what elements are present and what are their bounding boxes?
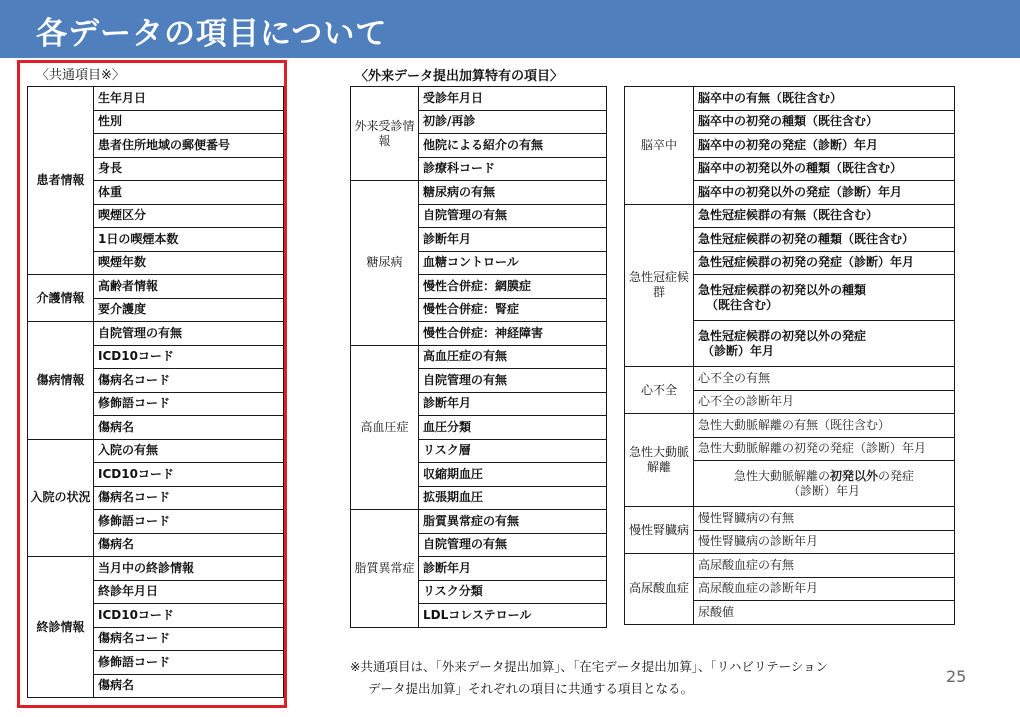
item-cell: 当月中の終診情報 (94, 557, 284, 581)
item-part: 急性大動脈解離の (733, 468, 830, 483)
item-cell: 高血圧症の有無 (419, 345, 607, 369)
table-row (28, 87, 284, 111)
item-cell: 高尿酸血症の診断年月 (694, 577, 955, 601)
table-row (625, 87, 955, 111)
item-line: 急性冠症候群の初発以外の発症 (698, 328, 867, 343)
table-row (625, 414, 955, 438)
item-cell: 診断年月 (419, 392, 607, 416)
group-name: 急性大動脈解離 (625, 414, 694, 507)
outpatient-items-table (350, 86, 607, 628)
item-cell: 傷病名 (94, 533, 284, 557)
item-cell: 自院管理の有無 (419, 204, 607, 228)
item-cell: 収縮期血圧 (419, 463, 607, 487)
item-line: 急性冠症候群の初発以外の種類 (698, 282, 867, 297)
group-name: 高尿酸血症 (625, 554, 694, 625)
table-row (28, 557, 284, 581)
item-cell: 修飾語コード (94, 510, 284, 534)
group-name: 糖尿病 (351, 181, 419, 346)
table-row (625, 554, 955, 578)
item-cell: 血圧分類 (419, 416, 607, 440)
item-cell: 初診/再診 (419, 110, 607, 134)
item-cell: 慢性腎臓病の診断年月 (694, 530, 955, 554)
footnote-line-1: ※共通項目は、「外来データ提出加算」、「在宅データ提出加算」、「リハビリテーション (350, 659, 829, 674)
item-line: （診断）年月 (702, 343, 775, 358)
table-row (625, 507, 955, 531)
item-cell: 慢性腎臓病の有無 (694, 507, 955, 531)
group-name: 患者情報 (28, 87, 94, 275)
item-cell: LDLコレステロール (419, 604, 607, 628)
item-emphasis: 初発以外 (829, 468, 878, 483)
item-cell: 傷病名コード (94, 369, 284, 393)
item-cell: 生年月日 (94, 87, 284, 111)
item-cell: 傷病名コード (94, 627, 284, 651)
item-cell: 慢性合併症：網膜症 (419, 275, 607, 299)
item-cell: 診断年月 (419, 557, 607, 581)
item-cell: 慢性合併症：神経障害 (419, 322, 607, 346)
group-name: 高血圧症 (351, 345, 419, 510)
item-cell: 終診年月日 (94, 580, 284, 604)
item-cell: 脳卒中の初発の発症（診断）年月 (694, 134, 955, 158)
item-cell: 急性冠症候群の有無（既往含む） (694, 204, 955, 228)
group-name: 脳卒中 (625, 87, 694, 205)
item-cell: 傷病名 (94, 674, 284, 698)
group-name: 脂質異常症 (351, 510, 419, 628)
item-cell: 尿酸値 (694, 601, 955, 625)
item-cell: 傷病名 (94, 416, 284, 440)
table-row (625, 367, 955, 391)
page-number: 25 (946, 667, 967, 686)
item-cell: ICD10コード (94, 604, 284, 628)
item-cell: 脳卒中の初発以外の発症（診断）年月 (694, 181, 955, 205)
item-cell: 入院の有無 (94, 439, 284, 463)
item-cell: リスク層 (419, 439, 607, 463)
item-cell: 体重 (94, 181, 284, 205)
item-cell (694, 461, 955, 507)
item-line: （既往含む） (706, 297, 779, 312)
slide-title: 各データの項目について (36, 16, 388, 52)
item-cell: 脳卒中の初発以外の種類（既往含む） (694, 157, 955, 181)
item-cell: ICD10コード (94, 463, 284, 487)
item-cell: 血糖コントロール (419, 251, 607, 275)
group-name: 介護情報 (28, 275, 94, 322)
group-name: 急性冠症候群 (625, 204, 694, 367)
table-row (28, 275, 284, 299)
item-cell: 受診年月日 (419, 87, 607, 111)
item-cell: 他院による紹介の有無 (419, 134, 607, 158)
item-cell: 診療科コード (419, 157, 607, 181)
group-name: 傷病情報 (28, 322, 94, 440)
item-cell: 高齢者情報 (94, 275, 284, 299)
item-cell: 患者住所地域の郵便番号 (94, 134, 284, 158)
item-cell (694, 275, 955, 321)
item-cell: 急性冠症候群の初発の種類（既往含む） (694, 228, 955, 252)
table-row (625, 204, 955, 228)
item-cell: 要介護度 (94, 298, 284, 322)
item-cell: 急性冠症候群の初発の発症（診断）年月 (694, 251, 955, 275)
item-cell: 脳卒中の有無（既往含む） (694, 87, 955, 111)
item-cell: 1日の喫煙本数 (94, 228, 284, 252)
item-cell (694, 321, 955, 367)
table-row (28, 322, 284, 346)
group-name: 外来受診情報 (351, 87, 419, 181)
item-cell: 脳卒中の初発の種類（既往含む） (694, 110, 955, 134)
item-cell: 慢性合併症：腎症 (419, 298, 607, 322)
item-cell: 診断年月 (419, 228, 607, 252)
item-cell: 心不全の有無 (694, 367, 955, 391)
item-cell: 修飾語コード (94, 651, 284, 675)
table-row (351, 510, 607, 534)
group-name: 終診情報 (28, 557, 94, 698)
item-cell: 高尿酸血症の有無 (694, 554, 955, 578)
common-items-table (27, 86, 284, 698)
group-name: 心不全 (625, 367, 694, 414)
slide-header (0, 0, 1020, 58)
item-cell: 急性大動脈解離の有無（既往含む） (694, 414, 955, 438)
item-cell: 喫煙年数 (94, 251, 284, 275)
item-cell: 拡張期血圧 (419, 486, 607, 510)
footnote-line-2: データ提出加算」それぞれの項目に共通する項目となる。 (368, 681, 694, 696)
item-part: の発症 (878, 468, 915, 483)
item-cell: 修飾語コード (94, 392, 284, 416)
disease-items-table (624, 86, 955, 625)
item-cell: 脂質異常症の有無 (419, 510, 607, 534)
item-cell: 喫煙区分 (94, 204, 284, 228)
table-row (351, 345, 607, 369)
item-cell: 心不全の診断年月 (694, 390, 955, 414)
item-cell: 自院管理の有無 (419, 369, 607, 393)
item-cell: 自院管理の有無 (419, 533, 607, 557)
outpatient-section-label: 〈外来データ提出加算特有の項目〉 (355, 69, 564, 84)
table-row (351, 87, 607, 111)
item-cell: 傷病名コード (94, 486, 284, 510)
table-row (28, 439, 284, 463)
item-cell: 身長 (94, 157, 284, 181)
group-name: 慢性腎臓病 (625, 507, 694, 554)
item-cell: リスク分類 (419, 580, 607, 604)
item-cell: ICD10コード (94, 345, 284, 369)
item-cell: 性別 (94, 110, 284, 134)
item-cell: 急性大動脈解離の初発の発症（診断）年月 (694, 437, 955, 461)
item-cell: 糖尿病の有無 (419, 181, 607, 205)
table-row (351, 181, 607, 205)
item-cell: 自院管理の有無 (94, 322, 284, 346)
item-line: （診断）年月 (787, 483, 860, 498)
common-section-label: 〈共通項目※〉 (36, 68, 125, 83)
group-name: 入院の状況 (28, 439, 94, 557)
footnote (350, 656, 828, 700)
